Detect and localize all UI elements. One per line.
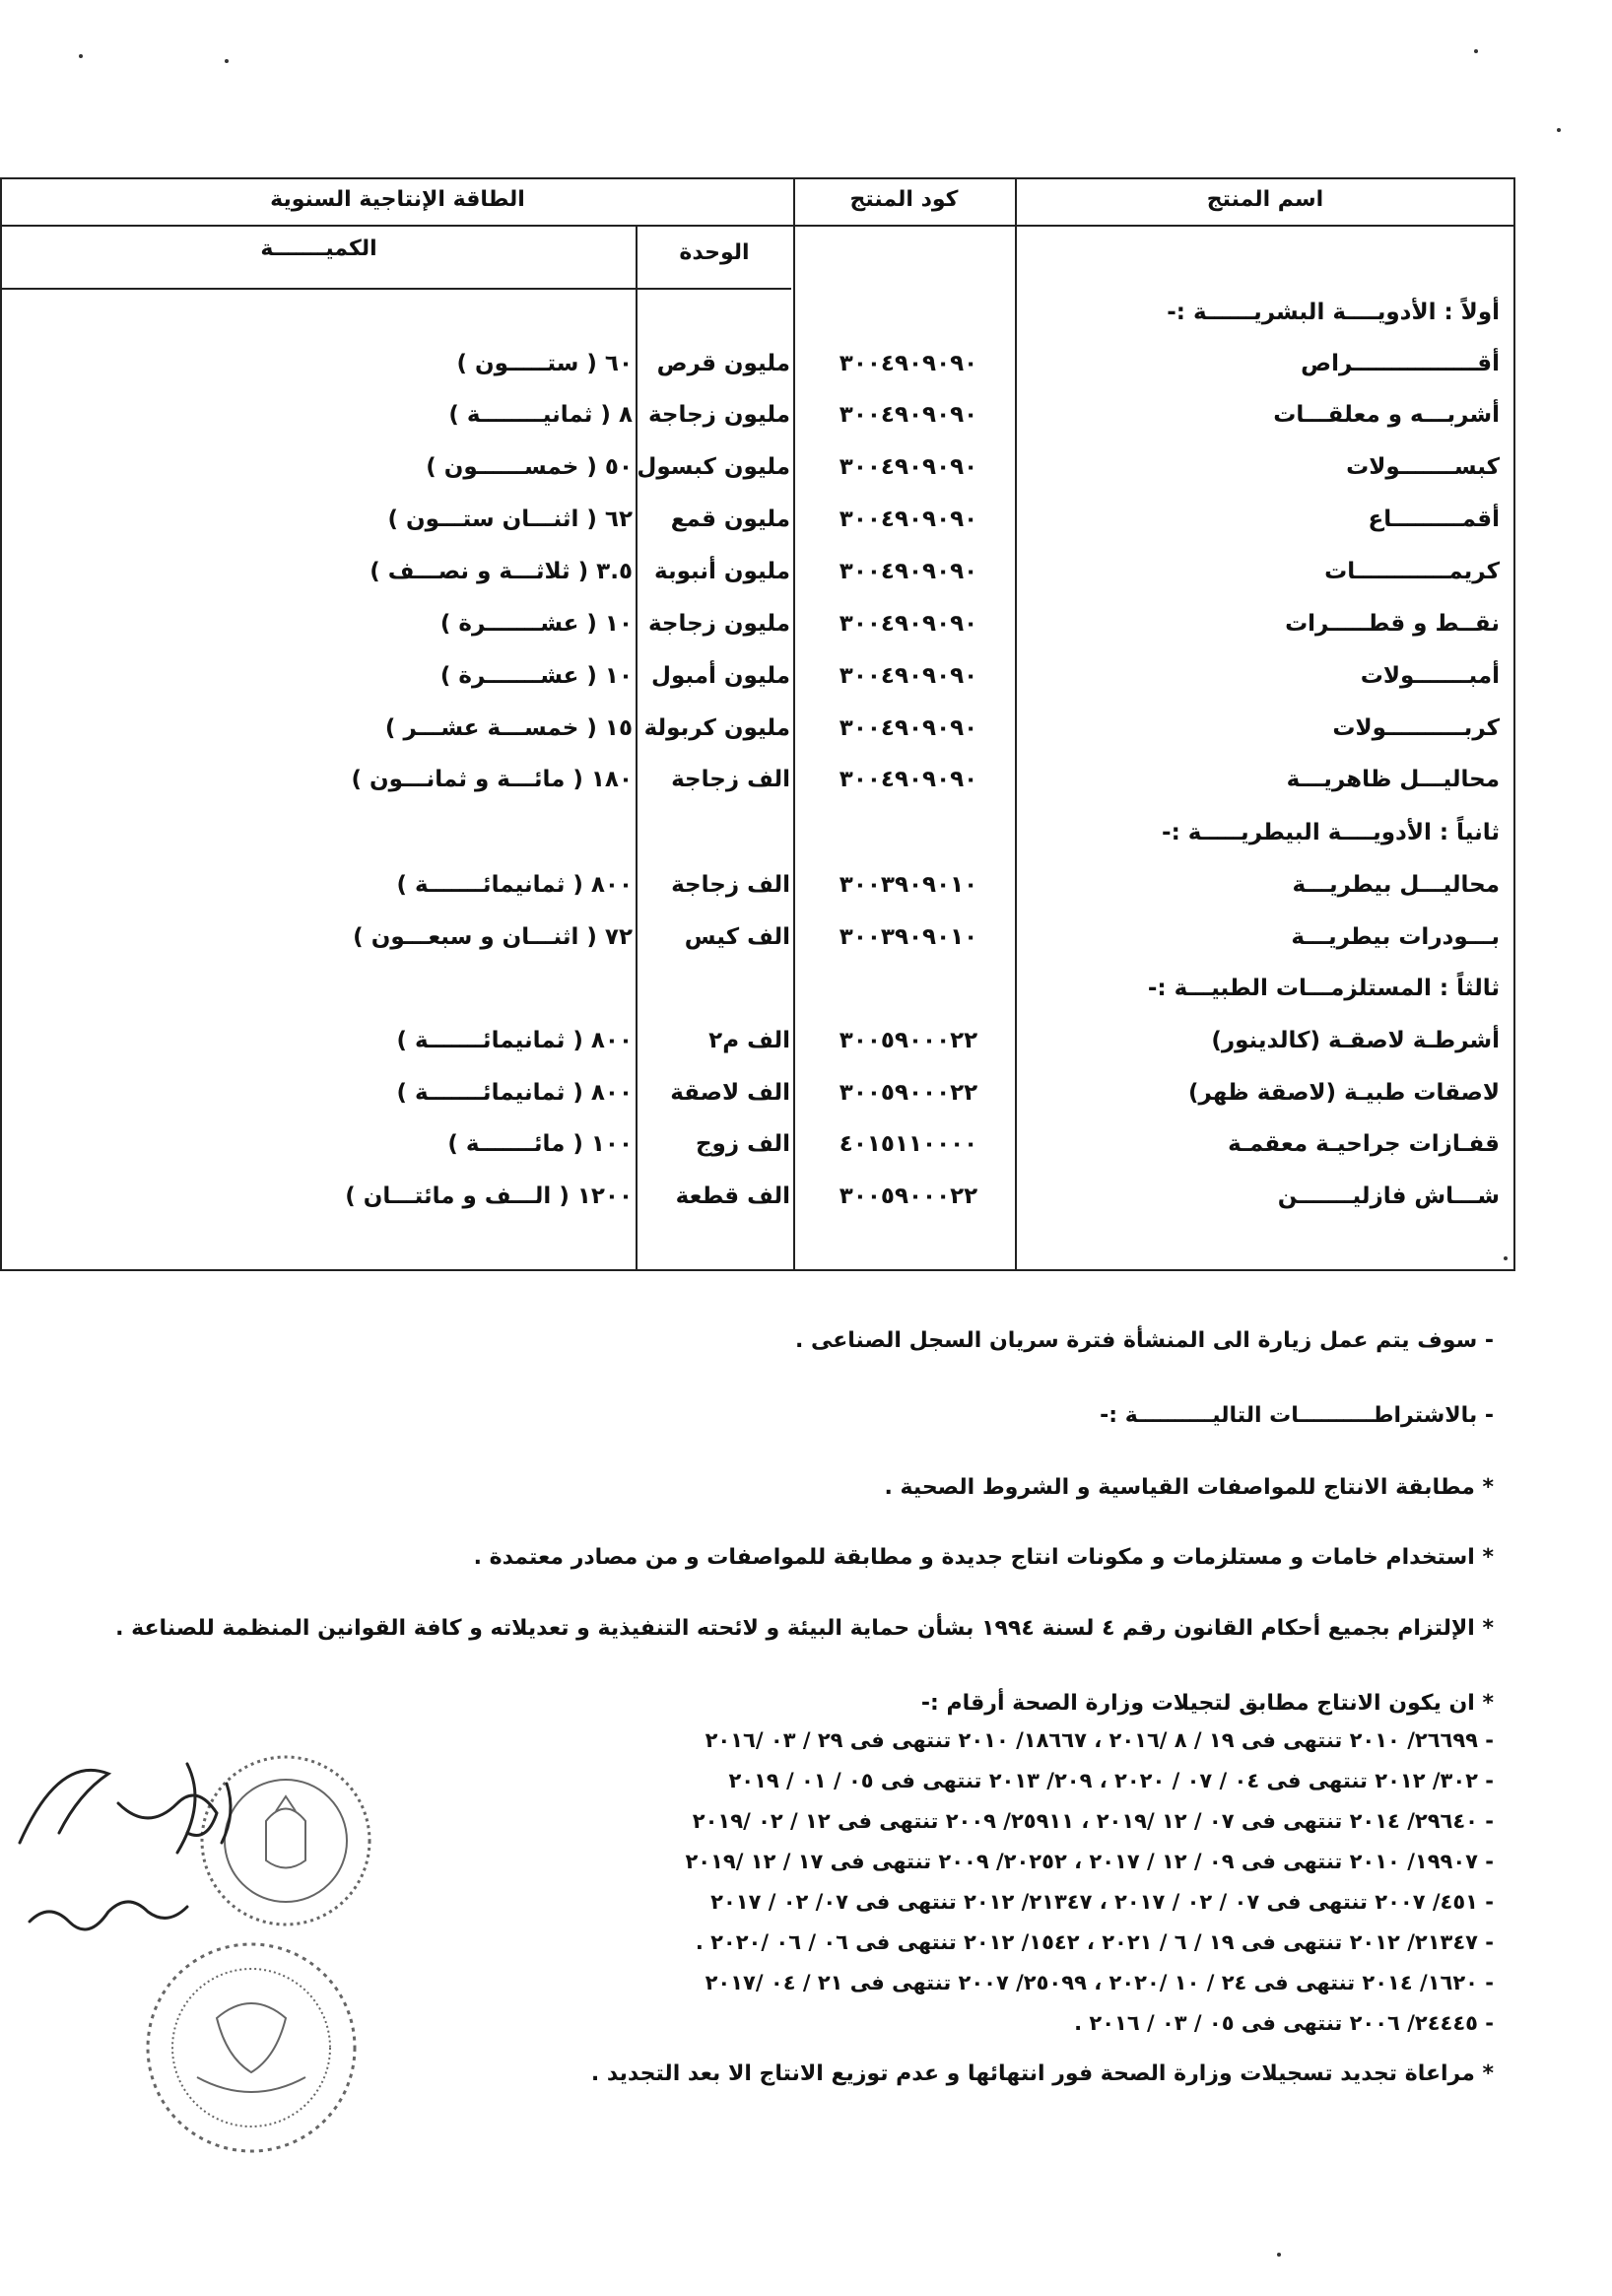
product-quantity: ٨٠٠ ( ثمانيمائـــــــة ) bbox=[396, 1028, 633, 1053]
product-unit: مليون زجاجة bbox=[647, 611, 790, 637]
product-unit: مليون زجاجة bbox=[647, 402, 790, 428]
product-unit: مليون قرص bbox=[656, 351, 790, 376]
condition-item: * مطابقة الانتاج للمواصفات القياسية و الشروط الصحية . bbox=[884, 1475, 1494, 1500]
header-product-name: اسم المنتج bbox=[1206, 187, 1324, 212]
product-name: كبســـــــولات bbox=[1346, 454, 1500, 480]
registration-line: - ١٩٩٠٧/ ٢٠١٠ تنتهى فى ٠٩ / ١٢ / ٢٠١٧ ، ٢٠٢٥٢/ ٢٠٠٩ تنتهى فى ١٧ / ١٢ /٢٠١٩ bbox=[685, 1850, 1494, 1873]
product-name: لاصقات طبيـة (لاصقة ظهر) bbox=[1188, 1080, 1500, 1106]
table-row bbox=[2, 448, 1513, 488]
product-unit: الف لاصقة bbox=[670, 1080, 790, 1106]
product-name: نقــط و قطـــــرات bbox=[1285, 611, 1500, 637]
table-row bbox=[2, 709, 1513, 749]
product-code: ٣٠٠٣٩٠٩٠١٠ bbox=[839, 924, 978, 950]
product-name: أمبـــــــولات bbox=[1360, 663, 1500, 689]
header-unit: الوحدة bbox=[679, 240, 750, 265]
scan-speck bbox=[79, 54, 83, 58]
product-unit: الف قطعة bbox=[675, 1183, 790, 1209]
registrations-title: * ان يكون الانتاج مطابق لتجيلات وزارة الصحة أرقام :- bbox=[920, 1691, 1494, 1716]
table-row bbox=[2, 1022, 1513, 1061]
product-quantity: ٥٠ ( خمســــــون ) bbox=[426, 454, 633, 480]
scan-speck bbox=[225, 59, 229, 63]
product-name: أشرطـة لاصقـة (كالدينور) bbox=[1211, 1028, 1500, 1053]
product-code: ٣٠٠٤٩٠٩٠٩٠ bbox=[839, 454, 978, 480]
header-product-code: كود المنتج bbox=[849, 187, 959, 212]
section-title: ثانياً : الأدويــــة البيطريـــــة :- bbox=[1162, 820, 1500, 845]
table-row bbox=[2, 396, 1513, 436]
product-name: أقــــــــــــــــراص bbox=[1301, 351, 1500, 376]
product-name: شـــاش فازليـــــــن bbox=[1277, 1183, 1500, 1209]
product-unit: الف كيس bbox=[684, 924, 790, 950]
product-name: محاليـــل بيطريـــة bbox=[1292, 872, 1500, 898]
product-unit: مليون أنبوبة bbox=[654, 559, 790, 584]
product-unit: مليون قمع bbox=[670, 506, 790, 532]
registration-line: - ٣٠٢/ ٢٠١٢ تنتهى فى ٠٤ / ٠٧ / ٢٠٢٠ ، ٢٠٩/ ٢٠١٣ تنتهى فى ٠٥ / ٠١ / ٢٠١٩ bbox=[728, 1769, 1494, 1792]
product-quantity: ١٠ ( عشـــــــرة ) bbox=[439, 611, 633, 637]
product-code: ٣٠٠٤٩٠٩٠٩٠ bbox=[839, 402, 978, 428]
table-row bbox=[2, 605, 1513, 644]
product-code: ٣٠٠٤٩٠٩٠٩٠ bbox=[839, 663, 978, 689]
product-unit: الف م٢ bbox=[708, 1028, 790, 1053]
product-name: أقمـــــــــاع bbox=[1368, 506, 1500, 532]
product-code: ٣٠٠٣٩٠٩٠١٠ bbox=[839, 872, 978, 898]
condition-item: * الإلتزام بجميع أحكام القانون رقم ٤ لسنة ١٩٩٤ بشأن حماية البيئة و لائحته التنفيذية و تعديلاته و كافة القوانين المنظمة للصناعة . bbox=[115, 1616, 1494, 1641]
table-row bbox=[2, 970, 1513, 1009]
product-name: بـــودرات بيطريـــة bbox=[1291, 924, 1500, 950]
scan-speck bbox=[1474, 49, 1478, 53]
scan-speck bbox=[1557, 128, 1561, 132]
product-code: ٣٠٠٤٩٠٩٠٩٠ bbox=[839, 767, 978, 792]
table-row bbox=[2, 553, 1513, 592]
table-row bbox=[2, 866, 1513, 906]
product-name: كربــــــــــولات bbox=[1332, 715, 1500, 741]
table-row bbox=[2, 657, 1513, 697]
product-unit: الف زوج bbox=[695, 1131, 790, 1157]
section-title: ثالثاً : المستلزمـــات الطبيـــة :- bbox=[1147, 976, 1500, 1001]
product-code: ٣٠٠٥٩٠٠٠٢٢ bbox=[839, 1183, 978, 1209]
product-unit: مليون كبسول bbox=[637, 454, 790, 480]
product-code: ٣٠٠٥٩٠٠٠٢٢ bbox=[839, 1080, 978, 1106]
product-quantity: ١٥ ( خمســـة عشـــر ) bbox=[384, 715, 633, 741]
product-quantity: ١٠٠ ( مائـــــــة ) bbox=[447, 1131, 633, 1157]
registration-line: - ٢٩٦٤٠/ ٢٠١٤ تنتهى فى ٠٧ / ١٢ /٢٠١٩ ، ٢٥٩١١/ ٢٠٠٩ تنتهى فى ١٢ / ٠٢ /٢٠١٩ bbox=[692, 1809, 1494, 1833]
product-code: ٣٠٠٤٩٠٩٠٩٠ bbox=[839, 611, 978, 637]
header-annual-capacity: الطاقة الإنتاجية السنوية bbox=[270, 187, 525, 212]
product-unit: مليون كربولة bbox=[643, 715, 790, 741]
condition-item: * استخدام خامات و مستلزمات و مكونات انتاج جديدة و مطابقة للمواصفات و من مصادر معتمدة . bbox=[473, 1545, 1494, 1570]
product-code: ٣٠٠٤٩٠٩٠٩٠ bbox=[839, 351, 978, 376]
product-code: ٣٠٠٤٩٠٩٠٩٠ bbox=[839, 559, 978, 584]
product-code: ٣٠٠٥٩٠٠٠٢٢ bbox=[839, 1028, 978, 1053]
registration-line: - ٢٦٦٩٩/ ٢٠١٠ تنتهى فى ١٩ / ٨ /٢٠١٦ ، ١٨٦٦٧/ ٢٠١٠ تنتهى فى ٢٩ / ٠٣ /٢٠١٦ bbox=[705, 1728, 1494, 1752]
section-title: أولاً : الأدويــــة البشريــــــة :- bbox=[1167, 300, 1500, 325]
product-quantity: ١٠ ( عشـــــــرة ) bbox=[439, 663, 633, 689]
product-quantity: ٣.٥ ( ثلاثـــة و نصـــف ) bbox=[369, 559, 633, 584]
table-row bbox=[2, 345, 1513, 384]
table-row bbox=[2, 1074, 1513, 1114]
product-quantity: ٨ ( ثمانيــــــــة ) bbox=[448, 402, 633, 428]
product-quantity: ١٨٠ ( مائـــة و ثمانـــون ) bbox=[351, 767, 633, 792]
product-name: محاليـــل ظاهريـــة bbox=[1286, 767, 1500, 792]
product-code: ٣٠٠٤٩٠٩٠٩٠ bbox=[839, 715, 978, 741]
product-quantity: ٦٠ ( ستـــــون ) bbox=[456, 351, 633, 376]
product-unit: الف زجاجة bbox=[671, 767, 790, 792]
table-row bbox=[2, 501, 1513, 540]
table-row bbox=[2, 918, 1513, 958]
product-name: كريمــــــــــــات bbox=[1324, 559, 1500, 584]
registration-line: - ٢١٣٤٧/ ٢٠١٢ تنتهى فى ١٩ / ٦ / ٢٠٢١ ، ١٥٤٢/ ٢٠١٢ تنتهى فى ٠٦ / ٠٦ /٢٠٢٠ . bbox=[695, 1930, 1494, 1954]
table-row bbox=[2, 1178, 1513, 1217]
product-name: أشربـــه و معلقـــات bbox=[1273, 402, 1500, 428]
header-divider bbox=[2, 288, 791, 290]
product-quantity: ٨٠٠ ( ثمانيمائـــــــة ) bbox=[396, 872, 633, 898]
product-unit: الف زجاجة bbox=[671, 872, 790, 898]
product-unit: مليون أمبول bbox=[651, 663, 790, 689]
product-code: ٤٠١٥١١٠٠٠٠ bbox=[839, 1131, 978, 1157]
table-row bbox=[2, 761, 1513, 800]
scan-speck bbox=[1277, 2253, 1281, 2257]
header-quantity: الكميـــــــة bbox=[260, 236, 377, 261]
product-quantity: ١٢٠٠ ( الـــف و مائتـــان ) bbox=[345, 1183, 633, 1209]
handwritten-signature bbox=[0, 1724, 256, 1971]
table-row bbox=[2, 1125, 1513, 1165]
table-row bbox=[2, 814, 1513, 853]
registration-line: - ١٦٢٠/ ٢٠١٤ تنتهى فى ٢٤ / ١٠ /٢٠٢٠ ، ٢٥٠٩٩/ ٢٠٠٧ تنتهى فى ٢١ / ٠٤ /٢٠١٧ bbox=[705, 1971, 1494, 1994]
registration-line: - ٢٤٤٤٥/ ٢٠٠٦ تنتهى فى ٠٥ / ٠٣ / ٢٠١٦ . bbox=[1074, 2011, 1494, 2035]
header-divider bbox=[2, 225, 1513, 227]
registration-line: - ٤٥١/ ٢٠٠٧ تنتهى فى ٠٧ / ٠٢ / ٢٠١٧ ، ٢١٣٤٧/ ٢٠١٢ تنتهى فى ٠٧/ ٠٢ / ٢٠١٧ bbox=[710, 1890, 1494, 1914]
production-capacity-table bbox=[0, 177, 1515, 1271]
product-quantity: ٨٠٠ ( ثمانيمائـــــــة ) bbox=[396, 1080, 633, 1106]
product-quantity: ٦٢ ( اثنـــان ستـــون ) bbox=[387, 506, 633, 532]
product-name: قفـازات جراحيـة معقمـة bbox=[1228, 1131, 1500, 1157]
scan-speck bbox=[1504, 1256, 1508, 1260]
table-row bbox=[2, 294, 1513, 333]
renewal-note: * مراعاة تجديد تسجيلات وزارة الصحة فور انتهائها و عدم توزيع الانتاج الا بعد التجديد . bbox=[590, 2061, 1494, 2086]
conditions-title: - بالاشتراطــــــــــات التاليــــــــــة :- bbox=[1100, 1403, 1494, 1428]
product-code: ٣٠٠٤٩٠٩٠٩٠ bbox=[839, 506, 978, 532]
product-quantity: ٧٢ ( اثنـــان و سبعـــون ) bbox=[353, 924, 633, 950]
visit-note: - سوف يتم عمل زيارة الى المنشأة فترة سريان السجل الصناعى . bbox=[794, 1328, 1494, 1353]
